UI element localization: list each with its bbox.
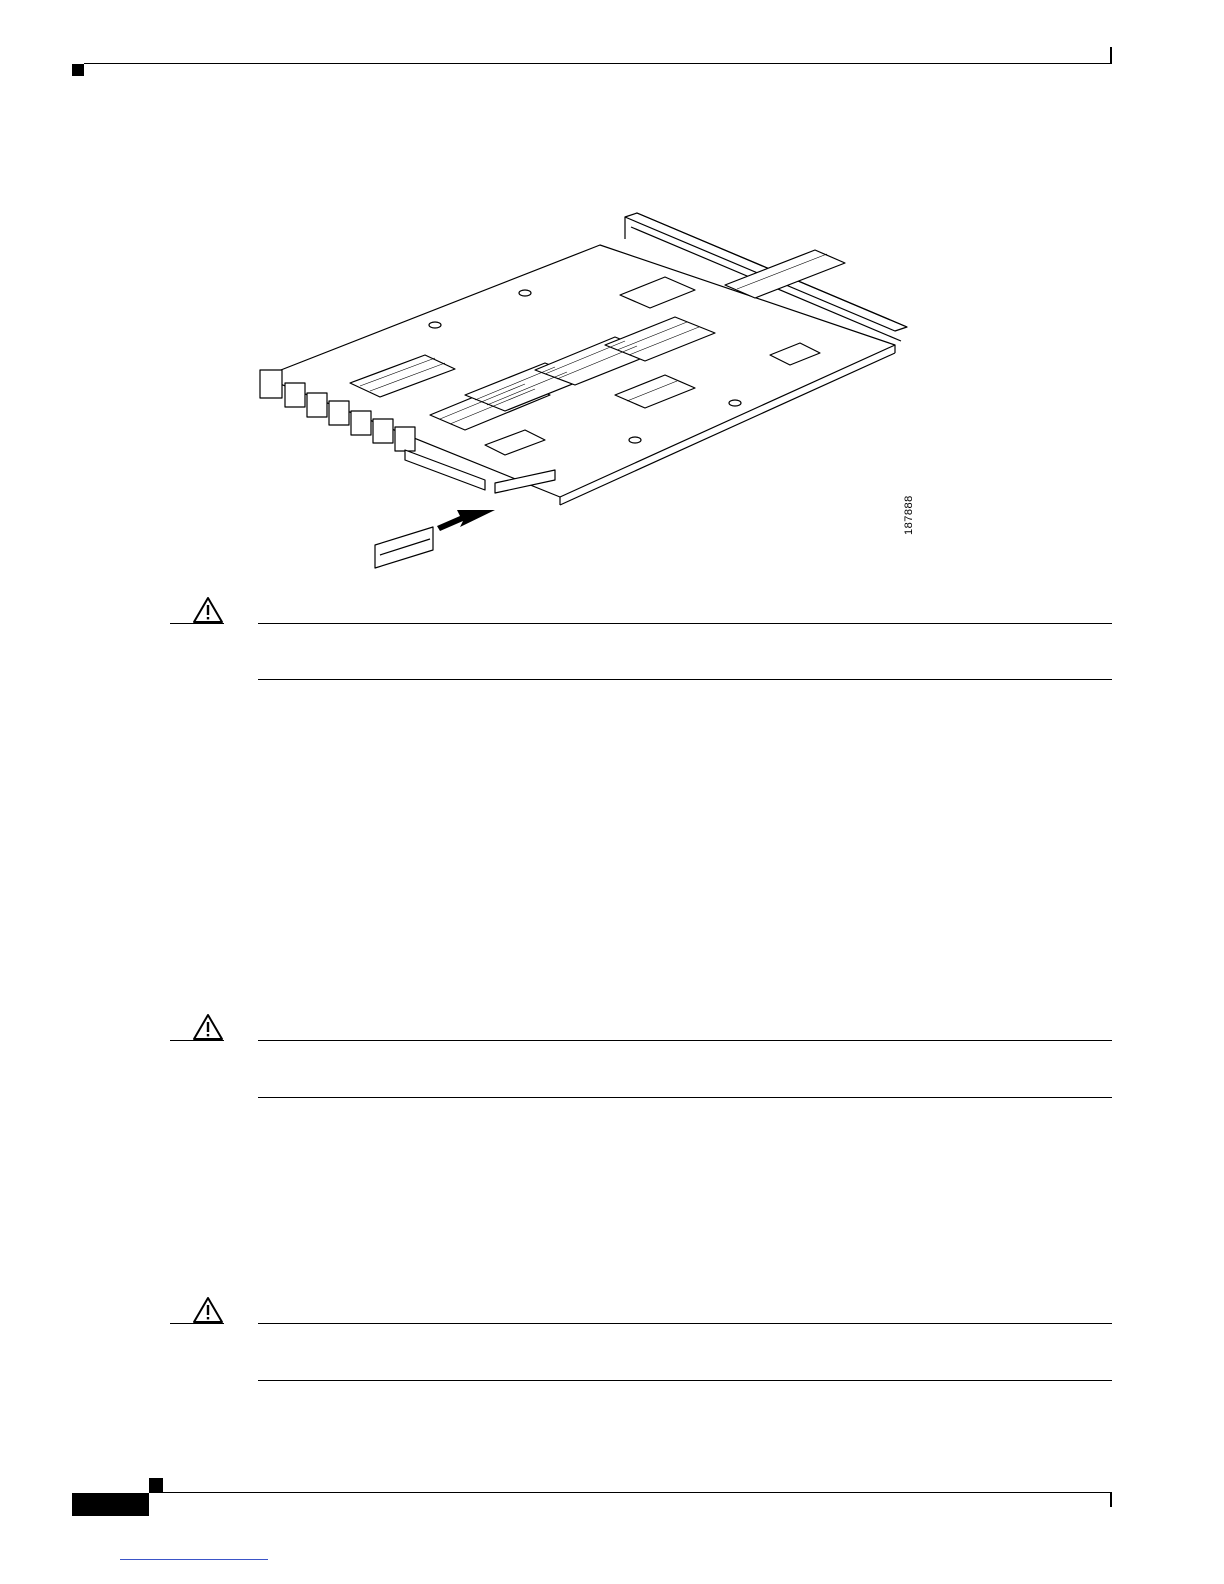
footer-link-underline[interactable]	[120, 1559, 268, 1560]
caution-top-rule-2	[258, 1040, 1112, 1041]
line-card-illustration	[255, 205, 935, 585]
caution-short-rule-2	[170, 1040, 224, 1041]
caution-block-3	[192, 1296, 224, 1329]
footer-tick	[1110, 1493, 1112, 1507]
caution-block-2	[192, 1013, 224, 1046]
caution-triangle-icon	[192, 1013, 224, 1041]
caution-triangle-icon	[192, 596, 224, 624]
line-card-figure	[255, 205, 935, 585]
caution-block-1	[192, 596, 224, 629]
footer-page-tab	[72, 1493, 149, 1516]
caution-short-rule-1	[170, 623, 224, 624]
removal-arrow-icon	[437, 510, 495, 531]
figure-number: 187888	[903, 495, 915, 535]
caution-bottom-rule-1	[258, 679, 1112, 680]
header-tick	[1110, 47, 1112, 64]
caution-bottom-rule-2	[258, 1097, 1112, 1098]
header-rule	[84, 63, 1112, 64]
caution-triangle-icon	[192, 1296, 224, 1324]
footer-square-marker	[149, 1478, 163, 1492]
caution-top-rule-3	[258, 1323, 1112, 1324]
footer-rule	[149, 1492, 1112, 1493]
caution-short-rule-3	[170, 1323, 224, 1324]
caution-top-rule-1	[258, 623, 1112, 624]
header-square-marker	[72, 64, 84, 76]
caution-bottom-rule-3	[258, 1380, 1112, 1381]
